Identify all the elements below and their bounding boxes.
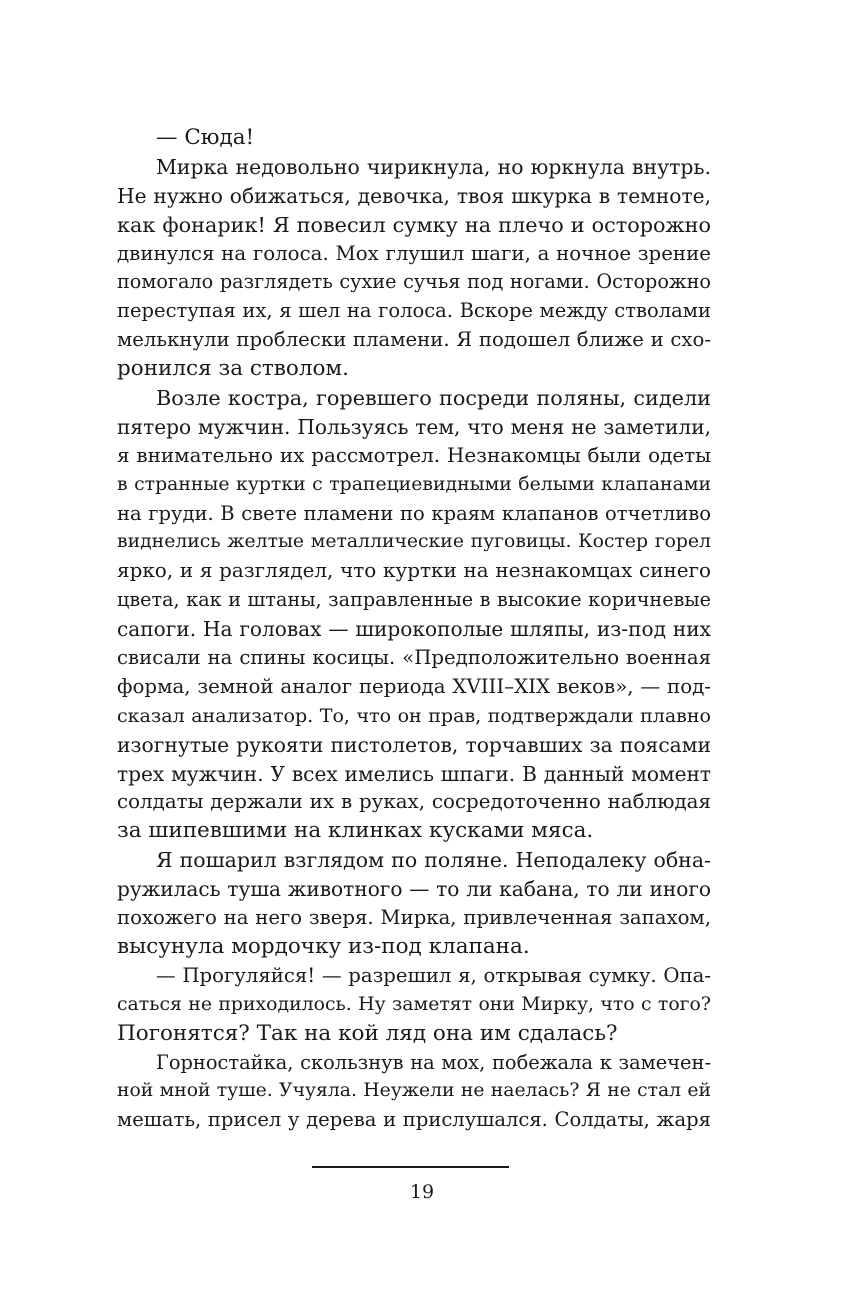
text-line: Возле костра, горевшего посреди поляны, сидели — [156, 386, 711, 411]
text-line: двинулся на голоса. Мох глушил шаги, а ночное зрение — [117, 241, 711, 265]
text-line: изогнутые рукояти пистолетов, торчавших за поясами — [117, 732, 711, 757]
page-number: 19 — [409, 1181, 435, 1203]
text-line: саться не приходилось. Ну заметят они Мирку, что с того? — [117, 993, 711, 1015]
text-line: как фонарик! Я повесил сумку на плечо и осторожно — [117, 212, 711, 237]
text-line: мелькнули проблески пламени. Я подошел ближе и схо- — [117, 328, 711, 352]
text-line: за шипевшими на клинках кусками мяса. — [117, 818, 594, 844]
text-line: форма, земной аналог периода XVIII–XIX веков», — под- — [117, 674, 711, 698]
text-line: цвета, как и штаны, заправленные в высокие коричневые — [117, 588, 711, 612]
text-line: помогало разглядеть сухие сучья под ногами. Осторожно — [117, 270, 711, 294]
text-line: Я пошарил взглядом по поляне. Неподалеку обна- — [156, 848, 711, 873]
text-line: свисали на спины косицы. «Предположительно военная — [117, 646, 711, 670]
text-line: мешать, присел у дерева и прислушался. Солдаты, жаря — [117, 1108, 711, 1132]
text-line: Мирка недовольно чирикнула, но юркнула внутрь. — [156, 154, 711, 179]
text-line: я внимательно их рассмотрел. Незнакомцы были одеты — [117, 443, 711, 467]
footer-rule — [312, 1166, 509, 1168]
text-line: виднелись желтые металлические пуговицы. Костер горел — [117, 531, 711, 553]
text-line: пятеро мужчин. Пользуясь тем, что меня не заметили, — [117, 414, 711, 439]
text-line: на груди. В свете пламени по краям клапанов отчетливо — [117, 501, 711, 525]
text-line: сказал анализатор. То, что он прав, подтверждали плавно — [117, 704, 711, 727]
text-line: солдаты держали их в руках, сосредоточенно наблюдая — [117, 790, 711, 814]
text-line: — Сюда! — [156, 125, 255, 150]
text-line: сапоги. На головах — широкополые шляпы, из-под них — [117, 617, 711, 642]
text-line: похожего на него зверя. Мирка, привлеченная запахом, — [117, 906, 711, 930]
text-line: в странные куртки с трапециевидными белыми клапанами — [117, 473, 711, 495]
text-line: переступая их, я шел на голоса. Вскоре между стволами — [117, 299, 711, 323]
text-line: трех мужчин. У всех имелись шпаги. В данный момент — [117, 761, 711, 786]
text-line: Погонятся? Так на кой ляд она им сдалась? — [117, 1020, 618, 1046]
text-line: ярко, и я разглядел, что куртки на незнакомцах синего — [117, 559, 711, 583]
text-line: ружилась туша животного — то ли кабана, то ли иного — [117, 877, 711, 902]
body-text — [117, 124, 711, 1135]
text-line: Горностайка, скользнув на мох, побежала к замечен- — [156, 1050, 711, 1074]
text-line: — Прогуляйся! — разрешил я, открывая сумку. Опа- — [156, 963, 711, 987]
text-line: ронился за стволом. — [117, 356, 349, 382]
text-line: ной мной туше. Учуяла. Неужели не наелась? Я не стал ей — [117, 1080, 711, 1102]
text-line: высунула мордочку из-под клапана. — [117, 933, 530, 959]
text-line: Не нужно обижаться, девочка, твоя шкурка в темноте, — [117, 183, 711, 208]
